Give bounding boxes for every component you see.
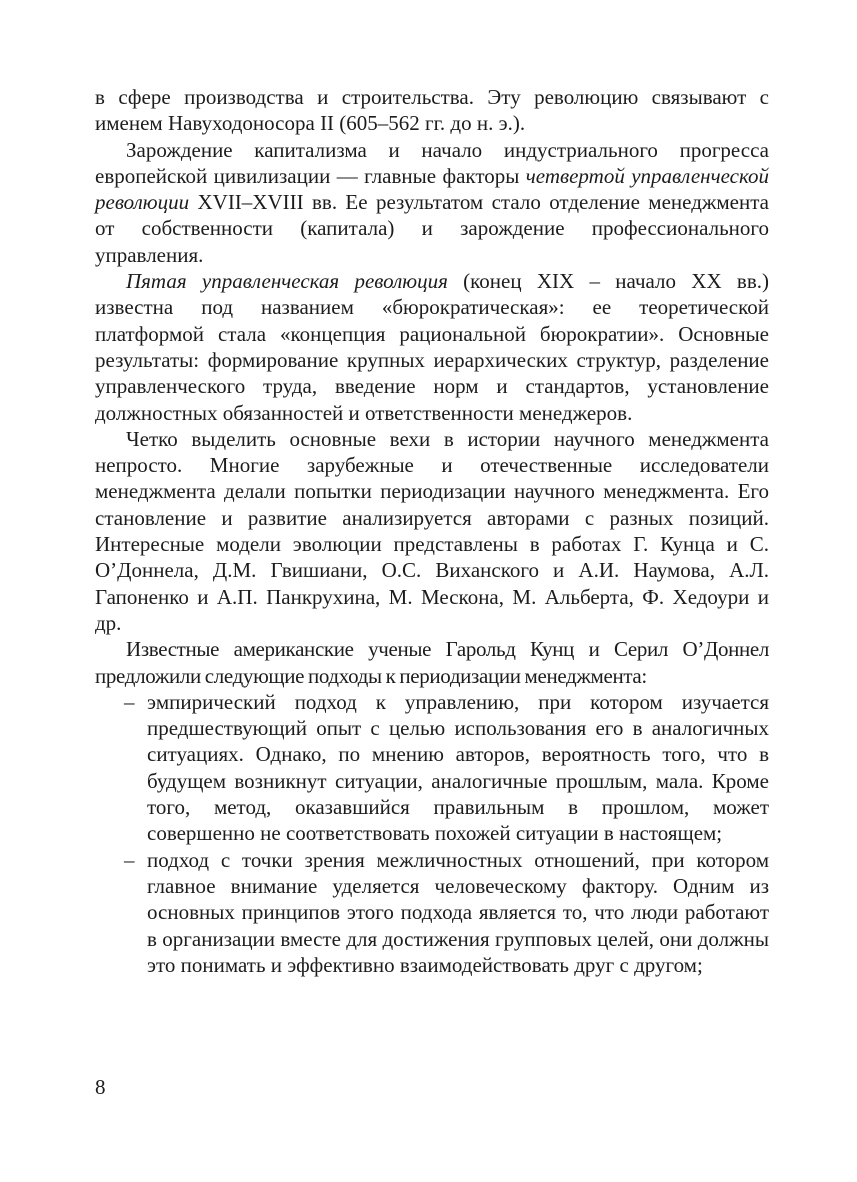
list-item-text: подход с точки зрения межличностных отношений, при котором главное внимание уделяется человеческому фактору. Одним из основных принципов этого подхода является то, что люди работают в организации вместе для достижения групповых целей, они должны это понимать и эффективно взаимодействовать друг с другом; <box>147 847 769 977</box>
paragraph-fifth-revolution <box>95 268 769 426</box>
paragraph-koontz-odonnell <box>95 636 769 689</box>
approaches-list <box>95 689 769 978</box>
page-number: 8 <box>95 1075 106 1099</box>
paragraph-periodization <box>95 426 769 636</box>
paragraph-continuation <box>95 84 769 137</box>
paragraph-text: Зарождение капитализма и начало индустриального прогресса европейской цивилизации — главные факторы <box>95 137 769 188</box>
paragraph-text: XVII–XVIII вв. Ее результатом стало отделение менеджмента от собственности (капитала) и зарождение профессионального управления. <box>95 190 769 267</box>
italic-term: Пятая управленческая революция <box>126 269 448 294</box>
paragraph-text: Четко выделить основные вехи в истории научного менеджмента непросто. Многие зарубежные и отечественные исследователи менеджмента делали попытки периодизации научного менеджмента. Его становление и развитие анализируется авторами с разных позиций. Интересные модели эволюции представлены в работах Г. Кунца и С. О’Доннела, Д.М. Гвишиани, О.С. Виханского и А.И. Наумова, А.Л. Гапоненко и А.П. Панкрухина, М. Мескона, М. Альберта, Ф. Хедоури и др. <box>95 426 769 635</box>
list-item <box>124 847 769 978</box>
paragraph-text: в сфере производства и строительства. Эту революцию связывают с именем Навуходоносора II (605–562 гг. до н. э.). <box>95 85 769 136</box>
paragraph-text: (конец XIX – начало XX вв.) известна под названием «бюрократическая»: ее теоретической платформой стала «концепция рациональной бюрократии». Основные результаты: формирование крупных иерархических структур, разделение управленческого труда, введение норм и стандартов, установление должностных обязанностей и ответственности менеджеров. <box>95 269 770 425</box>
list-item <box>124 689 769 847</box>
dash-marker: – <box>124 689 135 714</box>
paragraph-fourth-revolution <box>95 137 769 268</box>
italic-term: четвертой управленческой революции <box>95 163 769 215</box>
list-item-text: эмпирический подход к управлению, при котором изучается предшествующий опыт с целью использования его в аналогичных ситуациях. Однако, по мнению авторов, вероятность того, что в будущем возникнут ситуации, аналогичные прошлым, мала. Кроме того, метод, оказавшийся правильным в прошлом, может совершенно не соответствовать похожей ситуации в настоящем; <box>147 689 769 846</box>
paragraph-text: Известные американские ученые Гарольд Кунц и Серил О’Доннел предложили следующие подходы к периодизации менеджмента: <box>95 637 769 688</box>
dash-marker: – <box>124 847 135 872</box>
page-body <box>95 84 769 978</box>
